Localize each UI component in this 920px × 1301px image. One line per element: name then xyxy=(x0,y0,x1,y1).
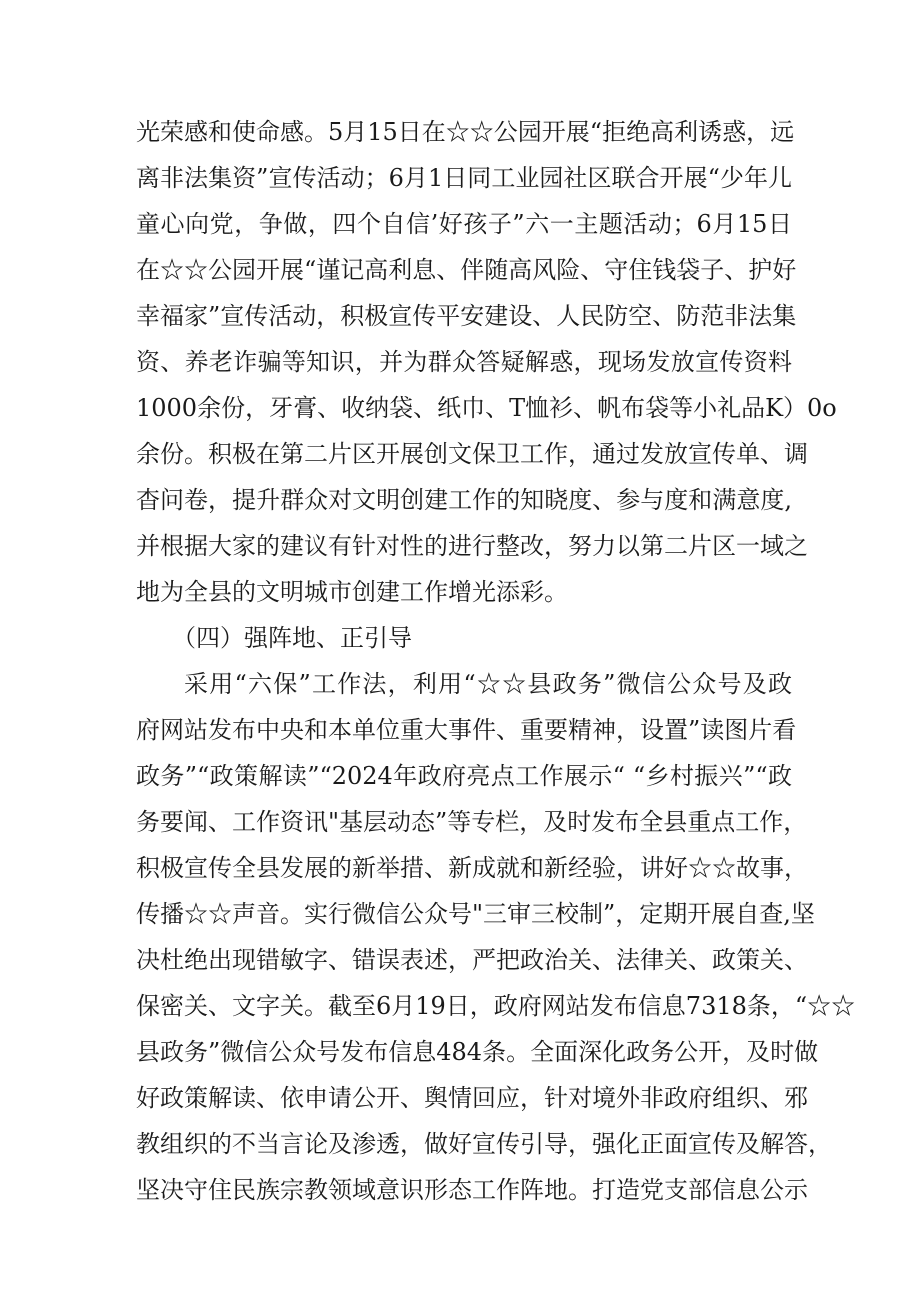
text-line: 幸福家”宣传活动，积极宣传平安建设、人民防空、防范非法集 xyxy=(136,302,797,330)
paragraph-1-line xyxy=(136,388,837,428)
text-line: 离非法集资”宣传活动；6月1日同工业园社区联合开展“少年儿 xyxy=(136,164,792,192)
text-line: 光荣感和使命感。5月15日在☆☆公园开展“拒绝高利诱惑，远 xyxy=(136,118,795,146)
section-heading-text: （四）强阵地、正引导 xyxy=(172,624,412,652)
paragraph-1-line xyxy=(136,480,792,520)
paragraph-2-line xyxy=(136,756,792,796)
paragraph-2-line xyxy=(136,848,808,888)
text-line: 杳问卷，提升群众对文明创建工作的知晓度、参与度和满意度, xyxy=(136,486,792,514)
paragraph-2-line xyxy=(136,894,815,934)
text-line: 余份。积极在第二片区开展创文保卫工作，通过发放宣传单、调 xyxy=(136,440,808,468)
text-line: 童心向党，争做，四个自信’好孩子”六一主题活动；6月15日 xyxy=(136,210,792,238)
paragraph-1-line xyxy=(136,434,808,474)
text-line: 资、养老诈骗等知识，并为群众答疑解惑，现场发放宣传资料 xyxy=(136,348,792,376)
paragraph-2-line xyxy=(136,1032,819,1072)
section-heading xyxy=(172,618,412,658)
paragraph-2-line xyxy=(184,664,792,704)
text-line: 采用“六保”工作法，利用“☆☆县政务”微信公众号及政 xyxy=(184,670,792,698)
text-line: 县政务”微信公众号发布信息484条。全面深化政务公开，及时做 xyxy=(136,1038,819,1066)
paragraph-2-line xyxy=(136,1124,832,1164)
paragraph-2-line xyxy=(136,802,808,842)
text-line: 传播☆☆声音。实行微信公众号"三审三校制”，定期开展自查,坚 xyxy=(136,900,815,928)
text-line: 教组织的不当言论及渗透，做好宣传引导，强化正面宣传及解答， xyxy=(136,1130,832,1158)
text-line: 积极宣传全县发展的新举措、新成就和新经验，讲好☆☆故事， xyxy=(136,854,808,882)
paragraph-1-line xyxy=(136,204,792,244)
text-line: 保密关、文字关。截至6月19日，政府网站发布信息7318条，“☆☆ xyxy=(136,992,856,1020)
paragraph-2-line xyxy=(136,940,808,980)
paragraph-1-line xyxy=(136,112,795,152)
text-line: 在☆☆公园开展“谨记高利息、伴随高风险、守住钱袋子、护好 xyxy=(136,256,797,284)
text-line: 1000余份，牙膏、收纳袋、纸巾、T恤衫、帆布袋等小礼品K）0o xyxy=(136,394,837,422)
text-line: 务要闻、工作资讯"基层动态”等专栏，及时发布全县重点工作， xyxy=(136,808,808,836)
text-line: 并根据大家的建议有针对性的进行整改，努力以第二片区一域之 xyxy=(136,532,808,560)
paragraph-2-line xyxy=(136,1170,808,1210)
text-line: 地为全县的文明城市创建工作增光添彩。 xyxy=(136,578,568,606)
text-line: 府网站发布中央和本单位重大事件、重要精神，设置”读图片看 xyxy=(136,716,797,744)
text-line: 政务”“政策解读”“2024年政府亮点工作展示“ “乡村振兴”“政 xyxy=(136,762,792,790)
text-line: 决杜绝出现错敏字、错误表述，严把政治关、法律关、政策关、 xyxy=(136,946,808,974)
paragraph-2-line xyxy=(136,986,856,1026)
text-line: 坚决守住民族宗教领域意识形态工作阵地。打造党支部信息公示 xyxy=(136,1176,808,1204)
paragraph-1-line xyxy=(136,250,797,290)
paragraph-1-line xyxy=(136,572,568,612)
paragraph-2-line xyxy=(136,710,797,750)
paragraph-2-line xyxy=(136,1078,808,1118)
paragraph-1-line xyxy=(136,526,808,566)
paragraph-1-line xyxy=(136,158,792,198)
text-line: 好政策解读、依申请公开、舆情回应，针对境外非政府组织、邪 xyxy=(136,1084,808,1112)
paragraph-1-line xyxy=(136,296,797,336)
paragraph-1-line xyxy=(136,342,792,382)
